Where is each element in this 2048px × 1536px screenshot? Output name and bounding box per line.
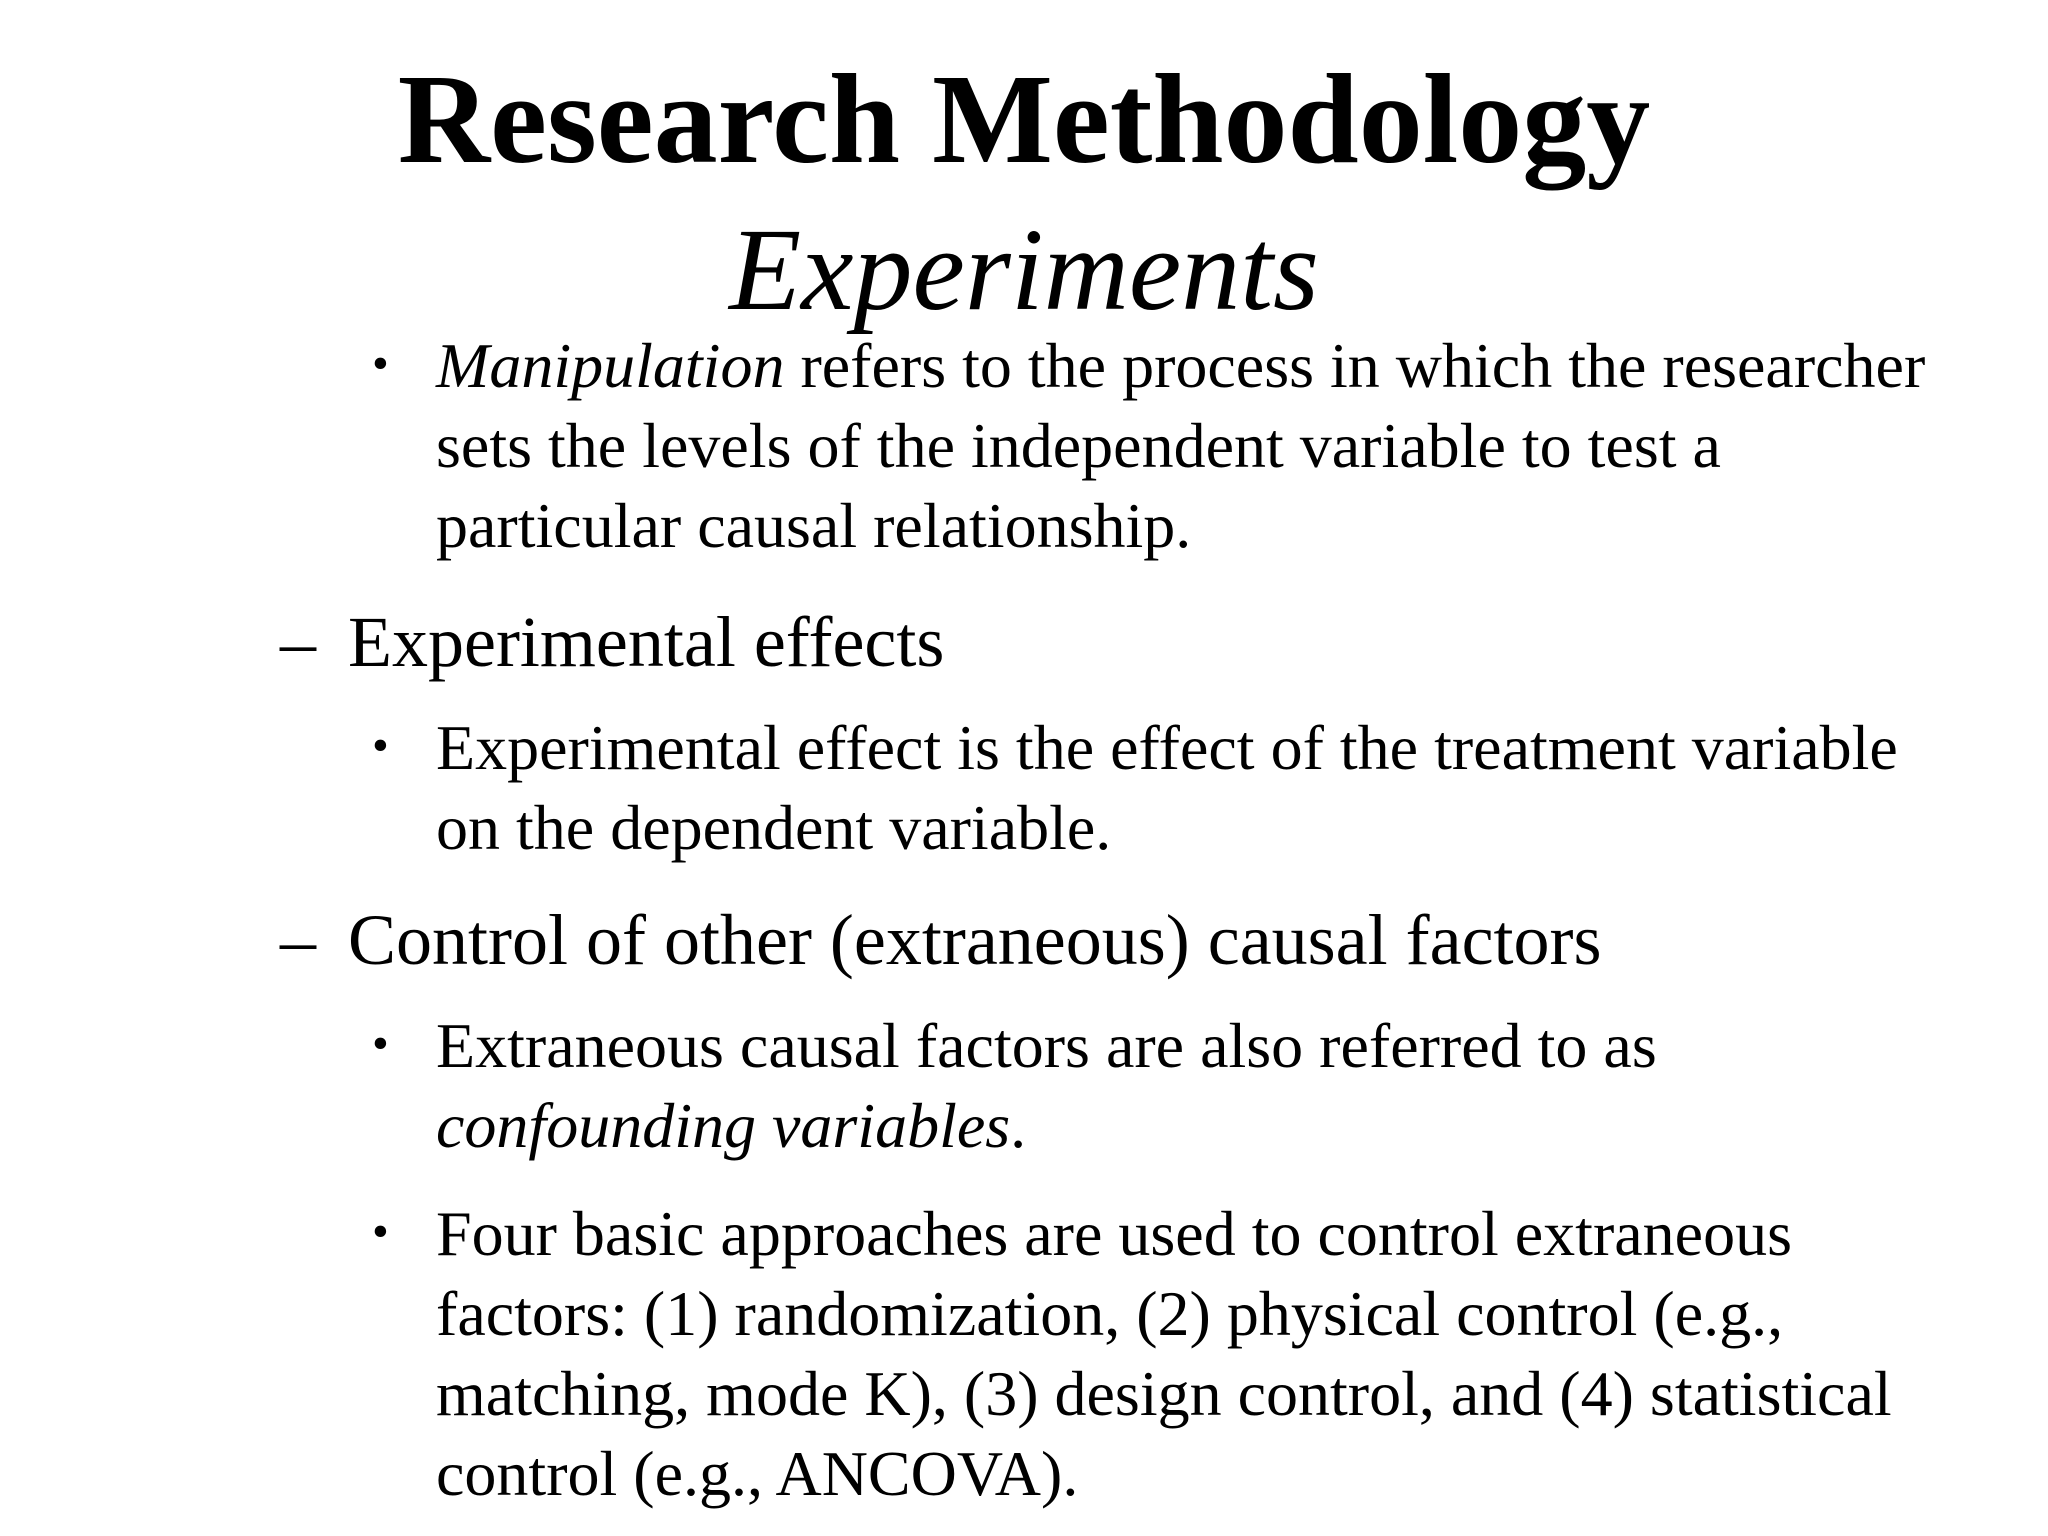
section-experimental-effects: [280, 600, 944, 684]
bullet-confounding-variables: [372, 1006, 1940, 1166]
bullet-four-approaches: [372, 1194, 1940, 1514]
section-control-factors: [280, 898, 1602, 982]
bullet-experimental-effect: [372, 708, 1940, 868]
dash-marker: –: [280, 900, 316, 980]
slide-subtitle: Experiments: [729, 204, 1319, 335]
bullet-marker: •: [372, 1205, 389, 1258]
bullet-text-rest: refers to the process in which the researcher sets the levels of the independent variable to test a particular causal relationship.: [436, 330, 1926, 561]
bullet-marker: •: [372, 719, 389, 772]
slide-title: Research Methodology: [397, 48, 1651, 190]
term-manipulation: Manipulation: [436, 330, 785, 401]
bullet-marker: •: [372, 337, 389, 390]
dash-marker: –: [280, 602, 316, 682]
bullet-text-after: .: [1010, 1090, 1027, 1161]
bullet-text: [436, 1006, 1940, 1166]
bullet-marker: •: [372, 1017, 389, 1070]
bullet-text: Experimental effect is the effect of the treatment variable on the dependent variable.: [436, 712, 1898, 863]
term-confounding-variables: confounding variables: [436, 1090, 1011, 1161]
bullet-text: Four basic approaches are used to control extraneous factors: (1) randomization, (2) physical control (e.g., matching, mode K), (3) design control, and (4) statistical control (e.g., ANCOVA).: [436, 1198, 1892, 1509]
bullet-text: [436, 326, 1940, 566]
bullet-text-before: Extraneous causal factors are also referred to as: [436, 1010, 1657, 1081]
section-heading: Experimental effects: [348, 602, 945, 682]
bullet-manipulation: [372, 326, 1940, 566]
section-heading: Control of other (extraneous) causal factors: [348, 900, 1602, 980]
